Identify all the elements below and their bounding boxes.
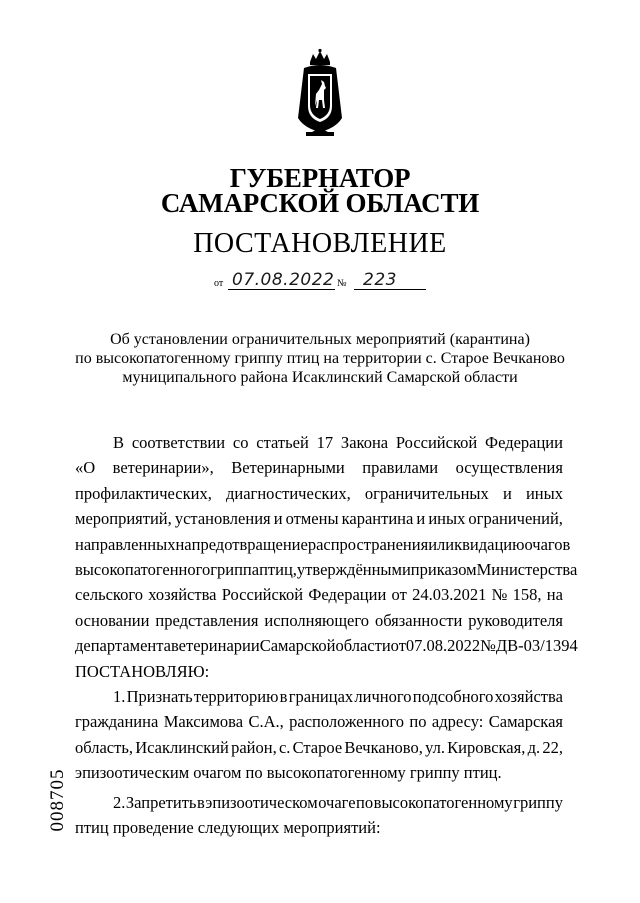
registration-stamp [43,760,73,840]
word: распространения [307,534,429,554]
word: отмены [285,509,339,529]
issuer-title-line1: ГУБЕРНАТОР [229,163,411,193]
text-line [75,557,578,582]
word: со [232,433,249,452]
word: Исаклинский [135,737,229,757]
word: Ветеринарными [231,458,345,478]
clause-1-paragraph [75,684,563,786]
word: ветеринарии [170,636,260,656]
word: Признать [126,687,193,706]
word: хозяйства [148,585,217,605]
word: и [273,509,283,529]
word: Федерации [308,585,387,605]
text-line [75,532,571,557]
word: в [196,793,205,812]
word: иных [525,483,563,503]
word: ул. [425,737,445,757]
word: Максимова [163,712,244,732]
word: карантина [341,509,414,529]
word: утверждёнными [296,559,411,579]
word: Запретить [125,793,197,812]
word: Министерства [476,559,578,579]
word: Российской [395,433,478,452]
coat-of-arms-icon [296,48,344,140]
word: хозяйства [494,687,563,706]
word: Самарская [488,712,563,732]
word: Вечканово, [344,737,423,757]
word: департамента [75,636,171,656]
word: профилактических, [75,483,212,503]
word: руководителя [468,610,563,630]
word: Старое [292,737,343,757]
word: птиц, [259,559,297,579]
word: представления [155,610,259,630]
word: С.А., [248,712,284,732]
word: на [175,534,192,554]
word: сельского [75,585,143,605]
word: по [409,712,427,732]
text-line: птиц проведение следующих мероприятий: [75,818,381,838]
word: диагностических, [226,483,351,503]
word: обязанности [374,610,463,630]
text-line [75,684,563,709]
text-line [75,481,563,506]
word: предотвращение [191,534,308,554]
issuer-title-line2: САМАРСКОЙ ОБЛАСТИ [160,188,480,218]
word: гражданина [75,712,159,732]
word: 07.08.2022 [405,636,481,656]
word: ликвидацию [437,534,525,554]
subject-line: Об установлении ограничительных мероприятий (карантина) [110,331,530,348]
word: № [480,636,496,656]
document-subject [60,330,580,387]
word: на [546,585,563,605]
word: адресу: [431,712,484,732]
word: очаге [318,793,356,812]
word: 1. [113,687,126,706]
text-line [75,735,563,760]
word: соответствии [131,433,226,452]
word: от [390,636,406,656]
word: Закона [340,433,389,452]
word: 2. [113,793,126,812]
word: расположенного [289,712,404,732]
word: основании [75,610,150,630]
text-line [75,582,563,607]
word: установления [174,509,271,529]
word: № [491,585,508,605]
text-line [75,430,563,455]
word: Кировская, [447,737,526,757]
word: направленных [75,534,176,554]
word: гриппу [513,793,563,812]
word: Самарской [259,636,336,656]
word: 24.03.2021 [412,585,487,605]
handwritten-number: 223 [363,270,397,290]
word: эпизоотическом [205,793,318,812]
word: район, [231,737,277,757]
word: границах [288,687,354,706]
word: высокопатогенному [373,793,513,812]
handwritten-date: 07.08.2022 [232,270,335,290]
subject-line: по высокопатогенному гриппу птиц на территории с. Старое Вечканово [75,350,565,367]
word: с. [278,737,291,757]
word: по [356,793,374,812]
clause-2-paragraph [75,790,563,841]
word: очагов [524,534,571,554]
word: гриппа [210,559,260,579]
text-line [75,506,563,531]
word: осуществления [455,458,563,478]
word: 158, [512,585,542,605]
text-line [75,633,578,658]
date-label: от [214,278,224,289]
preamble-paragraph [75,430,578,684]
word: территорию [193,687,279,706]
word: в [279,687,288,706]
word: приказом [410,559,477,579]
decree-word: ПОСТАНОВЛЯЮ: [75,661,210,681]
subject-line: муниципального района Исаклинский Самарской области [122,369,518,386]
word: и [428,534,438,554]
word: ветеринарии», [112,458,214,478]
word: исполняющего [264,610,369,630]
word: от [391,585,407,605]
word: 22, [542,737,563,757]
word: «О [75,458,96,478]
word: личного [354,687,412,706]
word: ограничений, [468,509,563,529]
word: высокопатогенного [75,559,211,579]
word: область, [75,737,133,757]
word: правилами [362,458,439,478]
word: и [416,509,426,529]
word: мероприятий, [75,509,172,529]
word: иных [428,509,466,529]
word: и [502,483,512,503]
word: В [113,433,125,452]
word: статьей [256,433,309,452]
word: области [335,636,391,656]
text-line [75,455,563,480]
word: Федерации [485,433,563,452]
text-line [75,790,563,815]
word: ограничительных [364,483,489,503]
stamp-number: 008705 [47,768,68,832]
number-label: № [337,278,347,289]
document-type: ПОСТАНОВЛЕНИЕ [193,228,447,259]
text-line: эпизоотическим очагом по высокопатогенному гриппу птиц. [75,763,502,783]
word: подсобного [412,687,494,706]
word: ДВ-03/1394 [495,636,578,656]
word: Российской [221,585,304,605]
word: д. [527,737,541,757]
text-line [75,709,563,734]
word: 17 [316,433,334,452]
date-number-line [214,271,434,293]
text-line [75,608,563,633]
